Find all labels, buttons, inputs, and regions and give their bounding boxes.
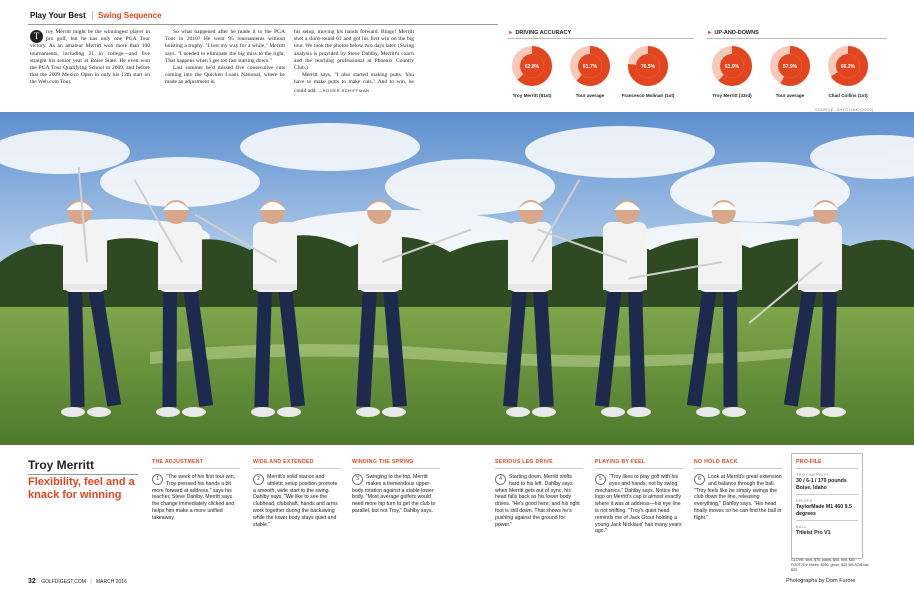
header-rule [28,24,498,25]
step-number-badge: 3 [352,474,363,485]
gear-list: GLOVE: shirt, $70, pants, $90, belt, $50 FOOTJOY shoes, $160, glove, $25 WILSON hat, $25 [791,558,870,572]
profile-rule [796,468,858,469]
source-note: SOURCE: SHOTLINK (2015) [815,108,874,112]
folio: 32 GOLFDIGEST.COM | MARCH 2016 [28,578,127,585]
panel-rule [707,38,887,39]
step-title: SERIOUS LEG DRIVE [495,459,583,469]
stat-donut [512,46,552,91]
article-text-2b: Last summer he'd missed five consecutive cuts coming into the Quicken Loans National, where he made an adjustment in [165,65,285,86]
swing-step [352,459,440,515]
name-rule [28,474,138,475]
section-header [30,11,162,20]
step-body-text: Starting down, Merritt shifts hard to his left. Dahlby says when Merritt gets out of sync, his head falls back as his lower body drives. "He's good here, and his right foot is still down. That shows he's pushing against the ground for power." [495,474,580,528]
step-number-badge: 5 [595,474,606,485]
photo-credit: Photographs by Dom Furore [786,578,856,584]
arrow-icon: ► [707,30,713,36]
page-number: 32 [28,578,36,585]
driving-accuracy-title [508,30,571,36]
article-text-3b: Merritt says, "I also started making putts. You have to make putts to make cuts." And to win, he could add. [294,72,414,94]
byline: —ROGER SCHIFFMAN [318,87,370,93]
subsection-title: Swing Sequence [92,11,162,20]
profile-rule [796,520,858,521]
stat-donut [628,46,668,91]
step-title: NO HOLD BACK [694,459,782,469]
article-column-1 [30,29,150,87]
step-number-badge: 6 [694,474,705,485]
article-column-3 [294,29,414,95]
step-title: WINDING THE SPRING [352,459,440,469]
step-number-badge: 2 [253,474,264,485]
step-title: THE ADJUSTMENT [152,459,240,469]
swing-step [694,459,782,522]
profile-value-driver: TaylorMade M1 460 9.5 degrees [796,504,852,517]
swing-photo-illustration [0,112,914,445]
swing-sequence-photo [0,112,914,445]
profile-value-ball: Titleist Pro V1 [796,530,831,536]
magazine-url: GOLFDIGEST.COM [41,579,86,585]
step-body-text: "The week of his first tour win, Troy pressed his hands a bit more forward at address," says his teacher, Steve Dahlby. Merritt says the change immediately clicked and helps him make a more unified takeaway. [152,474,236,521]
dropcap: T [30,30,43,43]
section-title: Play Your Best [30,11,86,20]
stat-player-name: Troy Merritt (81st) [512,93,552,98]
article-text-2a: So what happened after he made it to the PGA Tour in 2010? He went 95 tournaments without hoisting a trophy. "I lost my way for a while," Merritt says. "I needed to eliminate the big miss to the right. That happens when I get too fast starting down." [165,29,285,64]
profile-box [791,453,863,559]
panel-rule [508,38,694,39]
player-name: Troy Merritt [28,458,95,472]
donut-label: 62.8% [524,63,540,70]
donut-label: 57.9% [782,63,798,70]
article-text-3a: his setup, moving his hands forward. Bingo! Merritt shot a third-round 61 and got his first win on the big tour. We took the photos below two days later. (Swing analysis is provided by Steve Dahlby, Merritt's coach and the teaching professional at Phoenix Country Club.) [294,29,414,72]
step-title: WIDE AND EXTENDED [253,459,341,469]
profile-label-driver: DRIVER [796,499,813,503]
profile-value-bio: 30 / 6-1 / 170 pounds Boise, Idaho [796,478,847,491]
headline: Flexibility, feel and a knack for winning [28,476,135,501]
stat-player-name: Tour average [575,93,605,98]
profile-label-name: TROY MERRITT [796,473,830,477]
stat-player-name: Troy Merritt (33rd) [712,93,752,98]
step-body-text: Swinging to the top, Merritt makes a tremendous upper-body rotation against a stable lower body. "Most average golfers would need more hip turn to get the club to parallel, but not Troy," Dahlby says. [352,474,436,514]
article-text-1: roy Merritt might be the winningest player in pro golf, but he has only one PGA Tour victory. As an amateur Merritt won more than 100 tournaments, including 21 in college—and five straight his senior year at Boise State. He even won the PGA Tour Qualifying School in 2009, and before that the 2009 Mexico Open in only his 12th start on the Web.com Tour. [30,29,150,86]
step-body-text: Look at Merritt's great extension and balance through the ball. "Troy feels like he simply swings the club down the line, releasing everything," Dahlby says. "His head finally moves so he can find the ball in flight." [694,474,782,521]
swing-step [152,459,240,522]
stat-player-name: Chad Collins (1st) [828,93,868,98]
step-number-badge: 1 [152,474,163,485]
issue-date: MARCH 2016 [96,579,127,585]
stat-donut [712,46,752,91]
driving-accuracy-title-text: DRIVING ACCURACY [515,30,572,36]
swing-step [595,459,683,535]
donut-label: 66.2% [840,63,856,70]
up-and-downs-title-text: UP-AND-DOWNS [714,30,759,36]
stat-donut [828,46,868,91]
donut-label: 61.9% [724,63,740,70]
profile-rule [796,494,858,495]
step-body-text: Merritt's solid stance and athletic setup position promote a smooth, wide start to the swing. Dahlby says, "We like to see the clubhead, clubshaft, hands and arms work together during the backswing while the lower body stays quiet and stable." [253,474,338,528]
step-number-badge: 4 [495,474,506,485]
step-body-text: "Troy likes to play golf with his eyes and hands, not by swing mechanics," Dahlby says. Notice the logo on Merritt's cap is almost exactly where it was at address—his eye line is not shifting. "Troy's quiet head reminds me of Jack Grout holding a young Jack Nicklaus' hair many years ago." [595,474,682,535]
donut-label: 61.7% [582,63,598,70]
stat-player-name: Francesco Molinari (1st) [621,93,675,98]
stat-donut [570,46,610,91]
swing-step [495,459,583,528]
up-and-downs-title [707,30,759,36]
donut-label: 76.5% [640,63,656,70]
stat-player-name: Tour average [775,93,805,98]
profile-title: PRO-FILE [796,459,822,465]
step-title: PLAYING BY FEEL [595,459,683,469]
profile-label-ball: BALL [796,525,807,529]
article-column-2 [165,29,285,87]
swing-step [253,459,341,528]
stat-donut [770,46,810,91]
arrow-icon: ► [508,30,514,36]
